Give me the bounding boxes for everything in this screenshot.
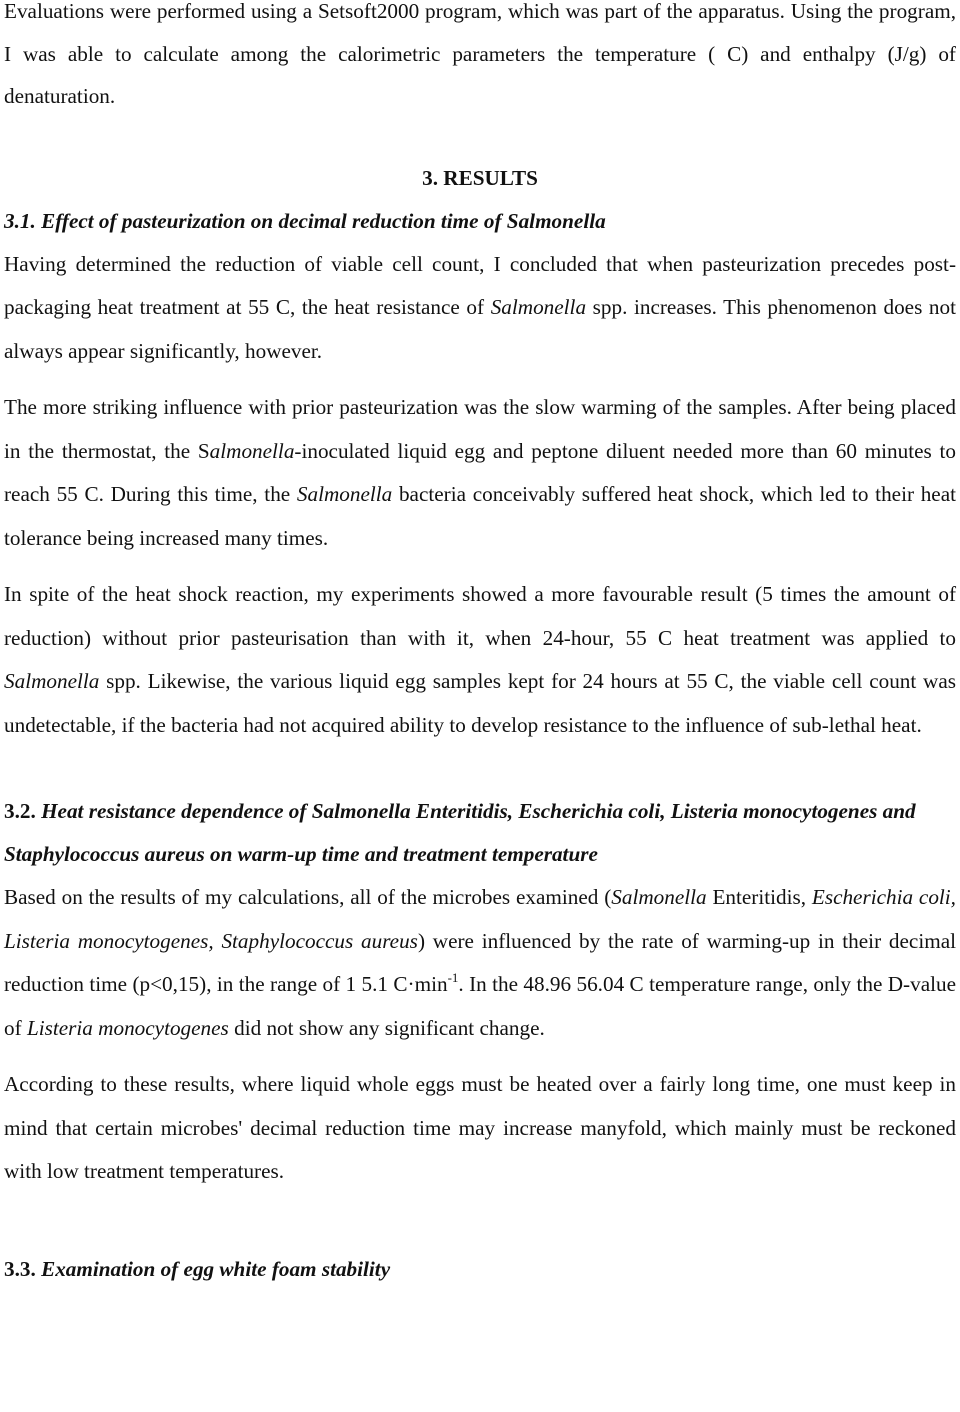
superscript: -1 (447, 970, 459, 985)
text-run: spp. increases. This phenomenon does not always appear significantly, however. (4, 295, 957, 363)
text-run: -inoculated liquid egg and peptone diluent needed more than 60 minutes to reach 55 C. During this time, the (4, 438, 956, 506)
section-3-1-paragraph-2 (4, 386, 956, 560)
italic-run: Salmonella (296, 482, 393, 506)
section-3-3-heading (4, 1248, 956, 1291)
italic-run: Listeria monocytogenes (26, 1015, 229, 1040)
text-run: ) were influenced by the rate of warming-up in their decimal reduction time (p<0,15), in the range of 1 5.1 C·min (4, 928, 956, 996)
section-3-1-heading (4, 200, 956, 243)
section-3-2-heading (4, 790, 956, 876)
text-run: The more striking influence with prior pasteurization was the slow warming of the samples. After being placed in the thermostat, the S (4, 395, 956, 463)
section-number: 3.1. (4, 208, 36, 233)
text-run: spp. Likewise, the various liquid egg samples kept for 24 hours at 55 C, the viable cell count was undetectable, if the bacteria had not acquired ability to develop resistance to the influence of sub-lethal heat. (4, 669, 956, 737)
text-run: Enteritidis, (706, 885, 812, 909)
italic-run: Escherichia coli, Listeria monocytogenes, Staphylococcus aureus (4, 885, 956, 953)
text-run: . In the 48.96 56.04 C temperature range, only the D-value of (4, 972, 956, 1040)
section-3-2-paragraph-1 (4, 876, 956, 1050)
section-title: Heat resistance dependence of Salmonella Enteritidis, Escherichia coli, Listeria monocytogenes and Staphylococcus aureus on warm-up time and treatment temperature (4, 799, 916, 866)
section-title: Examination of egg white foam stability (41, 1256, 391, 1281)
text-run: Based on the results of my calculations, all of the microbes examined ( (4, 885, 612, 909)
section-3-1-paragraph-3 (4, 573, 956, 747)
text-run: Having determined the reduction of viable cell count, I concluded that when pasteurization precedes post-packaging heat treatment at 55 C, the heat resistance of (4, 251, 956, 319)
section-title: Effect of pasteurization on decimal reduction time of Salmonella (41, 208, 606, 233)
section-3-2-paragraph-2: According to these results, where liquid whole eggs must be heated over a fairly long time, one must keep in mind that certain microbes' decimal reduction time may increase manyfold, which mainly must be reckoned with low treatment temperatures. (4, 1072, 956, 1183)
text-run: In spite of the heat shock reaction, my experiments showed a more favourable result (5 times the amount of reduction) without prior pasteurisation than with it, when 24-hour, 55 C heat treatment was applied to (4, 582, 956, 650)
text-run: bacteria conceivably suffered heat shock, which led to their heat tolerance being increased many times. (4, 482, 957, 550)
text-run: did not show any significant change. (228, 1015, 545, 1040)
section-3-1-paragraph-1 (4, 243, 956, 374)
intro-paragraph: Evaluations were performed using a Setsoft2000 program, which was part of the apparatus. Using the program, I was able to calculate among the calorimetric parameters the temperature ( C) and enthalpy (J/g) of denaturation. (4, 0, 956, 108)
italic-run: almonella (209, 438, 295, 463)
document-page (4, 0, 956, 1291)
italic-run: Salmonella (611, 885, 707, 909)
results-heading: 3. RESULTS (422, 165, 538, 190)
italic-run: Salmonella (490, 295, 587, 319)
italic-run: Salmonella (4, 669, 100, 693)
section-number: 3.3. (4, 1256, 36, 1281)
section-number: 3.2. (4, 799, 36, 823)
